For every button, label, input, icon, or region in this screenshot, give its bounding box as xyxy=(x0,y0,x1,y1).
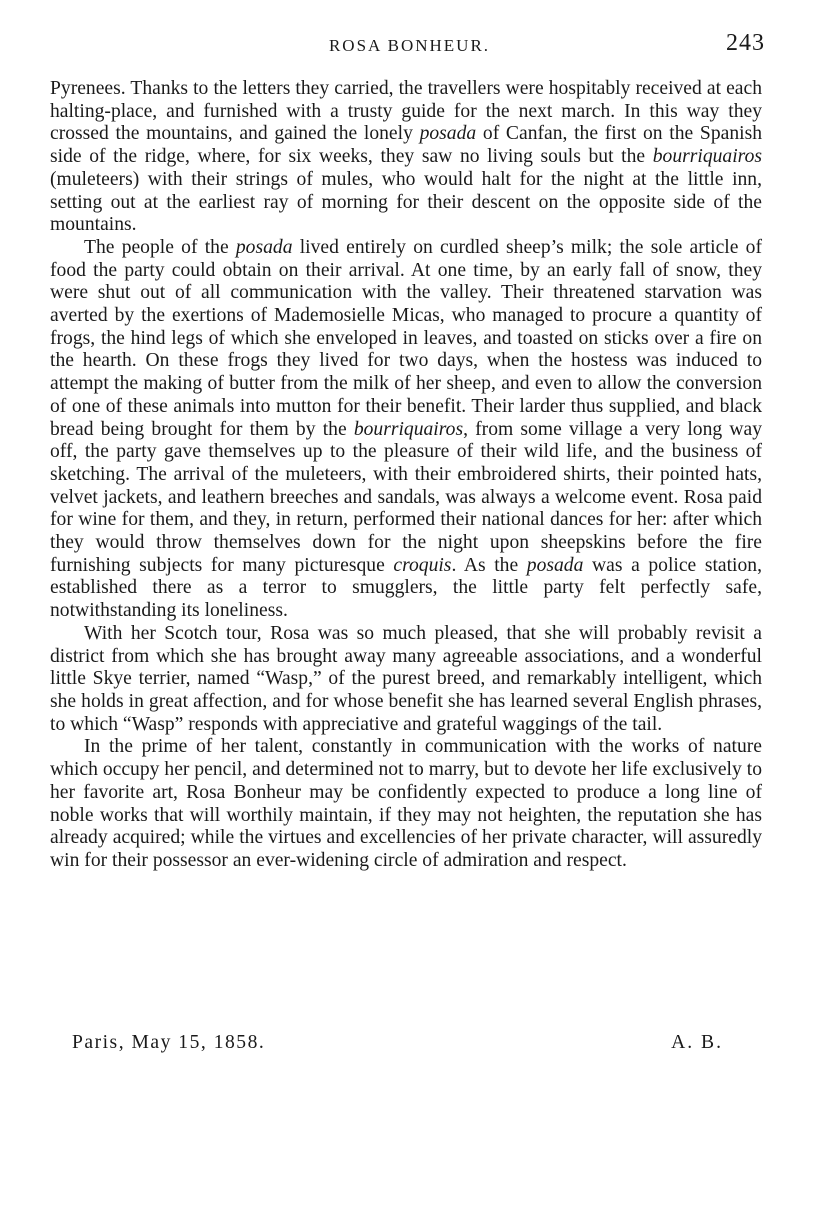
paragraph-4: In the prime of her talent, constantly in communication with the works of nature which occupy her pencil, and determined not to marry, but to devote her life exclusively to her favorite art, Rosa Bonheur may be confidently expected to produce a long line of noble works that will worthily maintain, if they may not heighten, the reputation she has already acquired; while the virtues and excellencies of her private character, will assuredly win for their possessor an ever-widening circle of admiration and respect. xyxy=(50,736,762,871)
body-text xyxy=(50,78,762,873)
foreign-term: posada xyxy=(235,236,293,258)
paragraph-3: With her Scotch tour, Rosa was so much pleased, that she will probably revisit a district from which she has brought away many agreeable associations, and a wonderful little Skye terrier, named “Wasp,” of the purest breed, and remarkably intelligent, which she holds in great affection, and for whose benefit she has learned several English phrases, to which “Wasp” responds with appreciative and grateful waggings of the tail. xyxy=(50,622,762,735)
author-signature: A. B. xyxy=(671,1032,723,1053)
foreign-term: bourriquairos xyxy=(353,418,464,440)
foreign-term: posada xyxy=(419,123,477,145)
foreign-term: bourriquairos xyxy=(652,146,762,168)
page-number: 243 xyxy=(726,30,765,56)
paragraph-2: The people of the posada lived entirely on curdled sheep’s milk; the sole article of food the party could obtain on their arrival. At one time, by an early fall of snow, they were shut out of all communication with the valley. Their threatened starvation was averted by the exertions of Mademosielle Micas, who managed to procure a quantity of frogs, the hind legs of which she enveloped in leaves, and toasted on sticks over a fire on the hearth. On these frogs they lived for two days, when the hostess was induced to attempt the making of butter from the milk of her sheep, and even to allow the conversion of one of these animals into mutton for their benefit. Their larder thus supplied, and black bread being brought for them by the bourriquairos, from some village a very long way off, the party gave themselves up to the pleasure of their wild life, and the business of sketching. The arrival of the muleteers, with their embroidered shirts, their pointed hats, velvet jackets, and leathern breeches and sandals, was always a welcome event. Rosa paid for wine for them, and they, in return, performed their national dances for her: after which they would throw themselves down for the night upon sheepskins before the fire furnishing subjects for many picturesque croquis. As the posada was a police station, established there as a terror to smugglers, the little party felt perfectly safe, notwithstanding its loneliness. xyxy=(50,236,762,622)
dateline: Paris, May 15, 1858. xyxy=(72,1032,266,1053)
running-title: ROSA BONHEUR. xyxy=(328,36,491,55)
foreign-term: posada xyxy=(526,554,584,576)
running-head xyxy=(54,28,765,64)
paragraph-1: Pyrenees. Thanks to the letters they carried, the travellers were hospitably received at each halting-place, and furnished with a trusty guide for the next march. In this way they crossed the mountains, and gained the lonely posada of Canfan, the first on the Spanish side of the ridge, where, for six weeks, they saw no living souls but the bourriquairos (muleteers) with their strings of mules, who would halt for the night at the little inn, setting out at the earliest ray of morning for their descent on the opposite side of the mountains. xyxy=(50,78,762,236)
foreign-term: croquis xyxy=(393,554,452,576)
